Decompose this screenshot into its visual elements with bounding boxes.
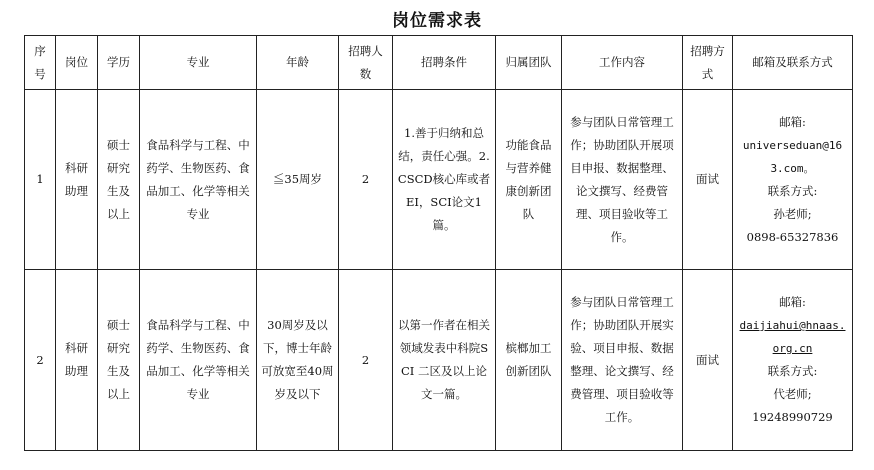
cell-conditions: 1.善于归纳和总结，责任心强。2.CSCD核心库或者EI，SCI论文1篇。 xyxy=(393,90,496,270)
cell-conditions: 以第一作者在相关领域发表中科院SCI 二区及以上论文一篇。 xyxy=(393,270,496,451)
job-requirements-table xyxy=(24,35,853,451)
contact-label: 联系方式: xyxy=(767,183,818,198)
cell-contact xyxy=(733,270,853,451)
cell-work: 参与团队日常管理工作；协助团队开展实验、项目申报、数据整理、论文撰写、经费管理、项目验收等工作。 xyxy=(562,270,683,451)
cell-age: 30周岁及以下，博士年龄可放宽至40周岁及以下 xyxy=(257,270,339,451)
contact-name: 代老师; xyxy=(773,387,812,401)
cell-education: 硕士研究生及以上 xyxy=(98,90,140,270)
header-work: 工作内容 xyxy=(562,36,683,90)
header-contact: 邮箱及联系方式 xyxy=(733,36,853,90)
header-method: 招聘方式 xyxy=(683,36,733,90)
table-header-row xyxy=(25,36,853,90)
cell-count: 2 xyxy=(339,270,393,451)
cell-method: 面试 xyxy=(683,270,733,451)
cell-age: ≦35周岁 xyxy=(257,90,339,270)
table-row xyxy=(25,90,853,270)
cell-team: 槟榔加工创新团队 xyxy=(496,270,562,451)
phone-number: 0898-65327836 xyxy=(746,229,839,244)
header-team: 归属团队 xyxy=(496,36,562,90)
cell-index: 1 xyxy=(25,90,56,270)
cell-contact xyxy=(733,90,853,270)
cell-major: 食品科学与工程、中药学、生物医药、食品加工、化学等相关专业 xyxy=(140,90,257,270)
page-title: 岗位需求表 xyxy=(392,11,482,31)
cell-count: 2 xyxy=(339,90,393,270)
contact-name: 孙老师; xyxy=(773,206,812,221)
cell-index: 2 xyxy=(25,270,56,451)
header-conditions: 招聘条件 xyxy=(393,36,496,90)
contact-label: 联系方式: xyxy=(767,364,818,378)
cell-method: 面试 xyxy=(683,90,733,270)
cell-position: 科研助理 xyxy=(56,90,98,270)
cell-position: 科研助理 xyxy=(56,270,98,451)
email-link[interactable]: daijiahui@hnaas.org.cn xyxy=(739,319,846,355)
email-label: 邮箱: xyxy=(779,295,806,309)
cell-team: 功能食品与营养健康创新团队 xyxy=(496,90,562,270)
header-education: 学历 xyxy=(98,36,140,90)
cell-education: 硕士研究生及以上 xyxy=(98,270,140,451)
email-text: universeduan@163.com。 xyxy=(742,138,843,175)
table-row xyxy=(25,270,853,451)
cell-major: 食品科学与工程、中药学、生物医药、食品加工、化学等相关专业 xyxy=(140,270,257,451)
email-label: 邮箱: xyxy=(779,114,806,129)
header-count: 招聘人数 xyxy=(339,36,393,90)
header-position: 岗位 xyxy=(56,36,98,90)
header-index: 序号 xyxy=(25,36,56,90)
cell-work: 参与团队日常管理工作；协助团队开展项目申报、数据整理、论文撰写、经费管理、项目验收等工作。 xyxy=(562,90,683,270)
header-age: 年龄 xyxy=(257,36,339,90)
phone-number: 19248990729 xyxy=(752,410,833,424)
header-major: 专业 xyxy=(140,36,257,90)
